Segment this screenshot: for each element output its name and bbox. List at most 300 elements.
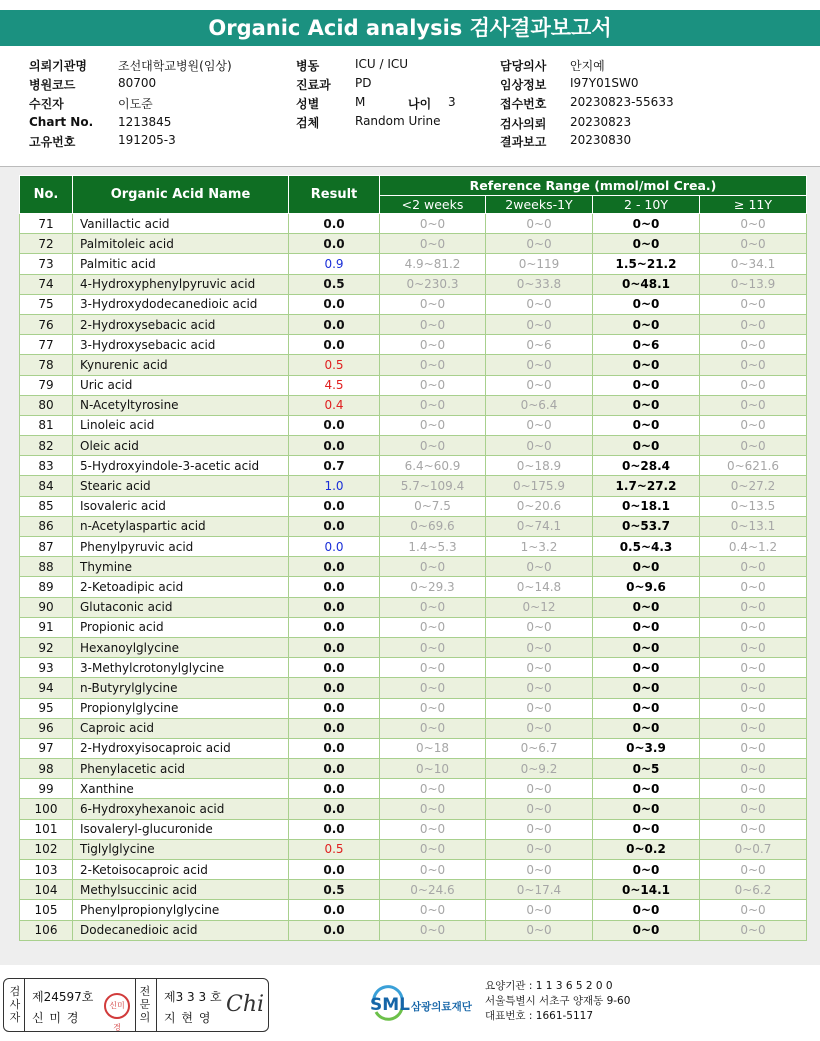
ref-2weeks-1y: 0~9.2 <box>486 759 593 779</box>
table-row <box>20 496 807 516</box>
ref-2weeks-1y: 0~0 <box>486 860 593 880</box>
result-value: 0.0 <box>289 335 380 355</box>
ref-under-2-weeks: 0~0 <box>380 436 486 456</box>
table-row <box>20 759 807 779</box>
ref-2weeks-1y: 0~33.8 <box>486 274 593 294</box>
ref-2-10y: 0~6 <box>593 335 700 355</box>
table-row <box>20 617 807 637</box>
ref-under-2-weeks: 0~0 <box>380 860 486 880</box>
result-value: 0.0 <box>289 597 380 617</box>
acid-name: Caproic acid <box>73 718 289 738</box>
result-value: 0.0 <box>289 900 380 920</box>
chart-label: Chart No. <box>29 115 94 129</box>
table-row <box>20 678 807 698</box>
table-row <box>20 597 807 617</box>
row-number: 86 <box>20 516 73 536</box>
ref-2weeks-1y: 0~0 <box>486 314 593 334</box>
ref-2-10y: 0~0 <box>593 234 700 254</box>
row-number: 77 <box>20 335 73 355</box>
result-value: 0.0 <box>289 799 380 819</box>
ref-2-10y: 0~18.1 <box>593 496 700 516</box>
patient-info <box>0 52 820 162</box>
row-number: 94 <box>20 678 73 698</box>
ref-2-10y: 0~0 <box>593 799 700 819</box>
ref-2-10y: 0~14.1 <box>593 880 700 900</box>
row-number: 93 <box>20 658 73 678</box>
ref-11y-plus: 0~0 <box>700 557 807 577</box>
ref-under-2-weeks: 0~0 <box>380 900 486 920</box>
acid-name: Glutaconic acid <box>73 597 289 617</box>
row-number: 88 <box>20 557 73 577</box>
ref-2weeks-1y: 0~0 <box>486 214 593 234</box>
table-row <box>20 920 807 940</box>
row-number: 89 <box>20 577 73 597</box>
company-info <box>485 979 630 1024</box>
row-number: 76 <box>20 314 73 334</box>
table-row <box>20 335 807 355</box>
ref-11y-plus: 0~0 <box>700 900 807 920</box>
row-number: 104 <box>20 880 73 900</box>
table-row <box>20 557 807 577</box>
result-value: 0.0 <box>289 860 380 880</box>
ref-2weeks-1y: 0~0 <box>486 617 593 637</box>
ref-11y-plus: 0~13.9 <box>700 274 807 294</box>
ref-under-2-weeks: 0~0 <box>380 839 486 859</box>
table-row <box>20 880 807 900</box>
ref-2weeks-1y: 0~6.4 <box>486 395 593 415</box>
ref-under-2-weeks: 0~0 <box>380 637 486 657</box>
table-row <box>20 395 807 415</box>
tester-label-text: 검사자 <box>9 985 21 1024</box>
unique-label: 고유번호 <box>29 135 76 149</box>
ref-11y-plus: 0~0.7 <box>700 839 807 859</box>
acid-name: Methylsuccinic acid <box>73 880 289 900</box>
ref-under-2-weeks: 0~0 <box>380 355 486 375</box>
ref-2-10y: 0~5 <box>593 759 700 779</box>
ref-2-10y: 0~0 <box>593 698 700 718</box>
result-value: 0.0 <box>289 759 380 779</box>
ref-2-10y: 0~0 <box>593 920 700 940</box>
ward-value: ICU / ICU <box>355 57 409 71</box>
acid-name: Palmitic acid <box>73 254 289 274</box>
ref-2weeks-1y: 0~6 <box>486 335 593 355</box>
row-number: 81 <box>20 415 73 435</box>
ref-2weeks-1y: 0~0 <box>486 819 593 839</box>
table-row <box>20 436 807 456</box>
acid-name: Propionic acid <box>73 617 289 637</box>
result-value: 0.0 <box>289 294 380 314</box>
ref-2weeks-1y: 0~0 <box>486 799 593 819</box>
doctor-value: 안지예 <box>570 59 605 73</box>
dept-label: 진료과 <box>296 78 331 92</box>
ref-under-2-weeks: 0~69.6 <box>380 516 486 536</box>
acid-name: 2-Hydroxyisocaproic acid <box>73 738 289 758</box>
receipt-label: 접수번호 <box>500 97 547 111</box>
row-number: 91 <box>20 617 73 637</box>
specimen-value: Random Urine <box>355 114 441 128</box>
ref-2weeks-1y: 0~0 <box>486 355 593 375</box>
ref-under-2-weeks: 0~0 <box>380 617 486 637</box>
result-value: 0.0 <box>289 658 380 678</box>
row-number: 92 <box>20 637 73 657</box>
ref-2-10y: 1.5~21.2 <box>593 254 700 274</box>
ref-under-2-weeks: 0~0 <box>380 415 486 435</box>
ref-11y-plus: 0~0 <box>700 234 807 254</box>
result-value: 0.5 <box>289 274 380 294</box>
acid-name: n-Acetylaspartic acid <box>73 516 289 536</box>
row-number: 96 <box>20 718 73 738</box>
ref-11y-plus: 0~0 <box>700 678 807 698</box>
tester-label <box>8 985 22 1024</box>
result-value: 0.7 <box>289 456 380 476</box>
header-ref-2weeks-1y: 2weeks-1Y <box>486 195 593 214</box>
result-value: 0.0 <box>289 436 380 456</box>
result-value: 0.0 <box>289 557 380 577</box>
ref-2weeks-1y: 0~17.4 <box>486 880 593 900</box>
table-row <box>20 234 807 254</box>
hospital-label: 의뢰기관명 <box>29 59 87 73</box>
dept-value: PD <box>355 76 372 90</box>
acid-name: 2-Hydroxysebacic acid <box>73 314 289 334</box>
header-ref-2-10y: 2 - 10Y <box>593 195 700 214</box>
ref-2-10y: 0~28.4 <box>593 456 700 476</box>
acid-name: Phenylpropionylglycine <box>73 900 289 920</box>
acid-name: Vanillactic acid <box>73 214 289 234</box>
row-number: 78 <box>20 355 73 375</box>
ref-2-10y: 0~0 <box>593 436 700 456</box>
acid-name: 2-Ketoadipic acid <box>73 577 289 597</box>
ref-2-10y: 0~0 <box>593 637 700 657</box>
table-row <box>20 355 807 375</box>
row-number: 74 <box>20 274 73 294</box>
ref-under-2-weeks: 0~0 <box>380 335 486 355</box>
acid-name: Tiglylglycine <box>73 839 289 859</box>
header-reference-range: Reference Range (mmol/mol Crea.) <box>380 176 807 196</box>
ref-11y-plus: 0~0 <box>700 436 807 456</box>
result-value: 1.0 <box>289 476 380 496</box>
tester-id: 제24597호 <box>32 990 94 1004</box>
result-value: 0.0 <box>289 314 380 334</box>
signature-box <box>3 978 269 1032</box>
ref-under-2-weeks: 0~0 <box>380 234 486 254</box>
table-row <box>20 375 807 395</box>
ref-2-10y: 0~0 <box>593 294 700 314</box>
table-row <box>20 537 807 557</box>
reviewer-id: 제3 3 3 호 <box>164 990 222 1004</box>
acid-name: 3-Methylcrotonylglycine <box>73 658 289 678</box>
ref-2-10y: 0~53.7 <box>593 516 700 536</box>
ref-2weeks-1y: 0~18.9 <box>486 456 593 476</box>
ref-2-10y: 0~0.2 <box>593 839 700 859</box>
ref-2weeks-1y: 0~0 <box>486 658 593 678</box>
ref-2weeks-1y: 0~0 <box>486 637 593 657</box>
table-row <box>20 819 807 839</box>
table-row <box>20 294 807 314</box>
ref-11y-plus: 0~0 <box>700 779 807 799</box>
ref-2weeks-1y: 0~6.7 <box>486 738 593 758</box>
table-row <box>20 698 807 718</box>
acid-name: 4-Hydroxyphenylpyruvic acid <box>73 274 289 294</box>
request-label: 검사의뢰 <box>500 117 547 131</box>
row-number: 105 <box>20 900 73 920</box>
result-value: 0.0 <box>289 516 380 536</box>
ref-11y-plus: 0~0 <box>700 698 807 718</box>
result-value: 4.5 <box>289 375 380 395</box>
report-value: 20230830 <box>570 133 632 147</box>
ref-11y-plus: 0~0 <box>700 718 807 738</box>
ref-2-10y: 0~0 <box>593 860 700 880</box>
row-number: 99 <box>20 779 73 799</box>
row-number: 79 <box>20 375 73 395</box>
result-value: 0.5 <box>289 355 380 375</box>
tester-seal: 신미경 <box>104 993 130 1019</box>
ref-11y-plus: 0~0 <box>700 314 807 334</box>
acid-name: Isovaleryl-glucuronide <box>73 819 289 839</box>
ref-2-10y: 0~0 <box>593 557 700 577</box>
acid-name: Dodecanedioic acid <box>73 920 289 940</box>
ref-11y-plus: 0~0 <box>700 738 807 758</box>
table-row <box>20 718 807 738</box>
ref-under-2-weeks: 0~7.5 <box>380 496 486 516</box>
table-row <box>20 456 807 476</box>
ref-under-2-weeks: 4.9~81.2 <box>380 254 486 274</box>
ref-11y-plus: 0~0 <box>700 658 807 678</box>
row-number: 71 <box>20 214 73 234</box>
ref-2weeks-1y: 0~0 <box>486 678 593 698</box>
ref-under-2-weeks: 0~0 <box>380 214 486 234</box>
result-value: 0.0 <box>289 698 380 718</box>
ref-2-10y: 0~0 <box>593 779 700 799</box>
org-number: 요양기관 : 1 1 3 6 5 2 0 0 <box>485 980 613 992</box>
tester-name: 신 미 경 <box>32 1011 80 1025</box>
table-row <box>20 314 807 334</box>
doctor-label: 담당의사 <box>500 59 547 73</box>
acid-name: 3-Hydroxydodecanedioic acid <box>73 294 289 314</box>
row-number: 90 <box>20 597 73 617</box>
ref-2weeks-1y: 0~0 <box>486 839 593 859</box>
ref-2-10y: 0~0 <box>593 678 700 698</box>
row-number: 85 <box>20 496 73 516</box>
chart-value: 1213845 <box>118 115 172 129</box>
ref-2weeks-1y: 0~175.9 <box>486 476 593 496</box>
acid-name: 5-Hydroxyindole-3-acetic acid <box>73 456 289 476</box>
receipt-value: 20230823-55633 <box>570 95 674 109</box>
ref-2weeks-1y: 0~0 <box>486 698 593 718</box>
ref-11y-plus: 0~0 <box>700 294 807 314</box>
result-value: 0.5 <box>289 880 380 900</box>
acid-name: Palmitoleic acid <box>73 234 289 254</box>
ward-label: 병동 <box>296 59 320 73</box>
ref-under-2-weeks: 0~29.3 <box>380 577 486 597</box>
ref-under-2-weeks: 0~0 <box>380 597 486 617</box>
acid-name: Thymine <box>73 557 289 577</box>
result-value: 0.0 <box>289 718 380 738</box>
row-number: 73 <box>20 254 73 274</box>
ref-under-2-weeks: 0~24.6 <box>380 880 486 900</box>
row-number: 101 <box>20 819 73 839</box>
table-row <box>20 738 807 758</box>
result-value: 0.0 <box>289 637 380 657</box>
ref-2-10y: 0~0 <box>593 819 700 839</box>
ref-11y-plus: 0~0 <box>700 395 807 415</box>
ref-11y-plus: 0~0 <box>700 759 807 779</box>
table-row <box>20 658 807 678</box>
code-value: 80700 <box>118 76 157 90</box>
table-row <box>20 900 807 920</box>
report-label: 결과보고 <box>500 135 547 149</box>
table-row <box>20 799 807 819</box>
header-result: Result <box>289 176 380 214</box>
ref-2-10y: 0~0 <box>593 597 700 617</box>
row-number: 106 <box>20 920 73 940</box>
ref-under-2-weeks: 0~0 <box>380 779 486 799</box>
acid-name: Hexanoylglycine <box>73 637 289 657</box>
age-label: 나이 <box>408 97 432 111</box>
ref-under-2-weeks: 0~0 <box>380 395 486 415</box>
row-number: 83 <box>20 456 73 476</box>
table-row <box>20 637 807 657</box>
row-number: 102 <box>20 839 73 859</box>
acid-name: Isovaleric acid <box>73 496 289 516</box>
acid-name: 2-Ketoisocaproic acid <box>73 860 289 880</box>
acid-name: Uric acid <box>73 375 289 395</box>
table-row <box>20 476 807 496</box>
ref-2weeks-1y: 0~0 <box>486 557 593 577</box>
ref-2-10y: 0~0 <box>593 395 700 415</box>
acid-name: Oleic acid <box>73 436 289 456</box>
ref-11y-plus: 0~0 <box>700 799 807 819</box>
ref-2weeks-1y: 0~74.1 <box>486 516 593 536</box>
ref-2-10y: 0~3.9 <box>593 738 700 758</box>
acid-name: 6-Hydroxyhexanoic acid <box>73 799 289 819</box>
ref-2weeks-1y: 0~0 <box>486 294 593 314</box>
reviewer-label <box>138 985 152 1024</box>
age-value: 3 <box>448 95 456 109</box>
ref-under-2-weeks: 0~0 <box>380 698 486 718</box>
logo-text: SML <box>370 995 410 1015</box>
reviewer-signature: Chi <box>226 992 265 1017</box>
ref-under-2-weeks: 0~0 <box>380 314 486 334</box>
acid-name: Linoleic acid <box>73 415 289 435</box>
row-number: 87 <box>20 537 73 557</box>
row-number: 84 <box>20 476 73 496</box>
code-label: 병원코드 <box>29 78 76 92</box>
ref-2weeks-1y: 0~0 <box>486 779 593 799</box>
ref-11y-plus: 0~0 <box>700 375 807 395</box>
ref-under-2-weeks: 0~10 <box>380 759 486 779</box>
ref-11y-plus: 0~0 <box>700 577 807 597</box>
ref-2weeks-1y: 0~0 <box>486 718 593 738</box>
ref-11y-plus: 0~0 <box>700 920 807 940</box>
header-ref-11y-plus: ≥ 11Y <box>700 195 807 214</box>
ref-2-10y: 0~0 <box>593 718 700 738</box>
sex-value: M <box>355 95 366 109</box>
acid-name: Xanthine <box>73 779 289 799</box>
ref-2weeks-1y: 0~0 <box>486 375 593 395</box>
result-value: 0.0 <box>289 415 380 435</box>
header-no: No. <box>20 176 73 214</box>
result-value: 0.0 <box>289 214 380 234</box>
table-row <box>20 839 807 859</box>
result-value: 0.0 <box>289 738 380 758</box>
logo-subtitle: 삼광의료재단 <box>411 1001 472 1013</box>
patient-label: 수진자 <box>29 97 64 111</box>
ref-under-2-weeks: 5.7~109.4 <box>380 476 486 496</box>
sex-label: 성별 <box>296 97 320 111</box>
ref-11y-plus: 0.4~1.2 <box>700 537 807 557</box>
ref-under-2-weeks: 0~230.3 <box>380 274 486 294</box>
ref-11y-plus: 0~621.6 <box>700 456 807 476</box>
table-row <box>20 779 807 799</box>
table-row <box>20 274 807 294</box>
table-row <box>20 214 807 234</box>
ref-under-2-weeks: 0~18 <box>380 738 486 758</box>
request-value: 20230823 <box>570 115 632 129</box>
ref-11y-plus: 0~13.5 <box>700 496 807 516</box>
row-number: 98 <box>20 759 73 779</box>
table-row <box>20 860 807 880</box>
acid-name: Propionylglycine <box>73 698 289 718</box>
ref-2-10y: 0~0 <box>593 314 700 334</box>
ref-2-10y: 0~9.6 <box>593 577 700 597</box>
ref-under-2-weeks: 6.4~60.9 <box>380 456 486 476</box>
ref-2-10y: 0~0 <box>593 375 700 395</box>
ref-2-10y: 0~0 <box>593 658 700 678</box>
ref-2-10y: 0~0 <box>593 415 700 435</box>
ref-under-2-weeks: 0~0 <box>380 678 486 698</box>
ref-2-10y: 0~0 <box>593 355 700 375</box>
ref-2-10y: 0~48.1 <box>593 274 700 294</box>
ref-11y-plus: 0~27.2 <box>700 476 807 496</box>
results-body <box>20 214 807 941</box>
ref-2weeks-1y: 0~0 <box>486 920 593 940</box>
row-number: 80 <box>20 395 73 415</box>
row-number: 100 <box>20 799 73 819</box>
result-value: 0.9 <box>289 254 380 274</box>
row-number: 82 <box>20 436 73 456</box>
company-address: 서울특별시 서초구 양재동 9-60 <box>485 995 631 1007</box>
ref-11y-plus: 0~0 <box>700 860 807 880</box>
result-value: 0.0 <box>289 920 380 940</box>
ref-under-2-weeks: 0~0 <box>380 658 486 678</box>
results-table <box>19 175 807 941</box>
row-number: 103 <box>20 860 73 880</box>
ref-2weeks-1y: 0~119 <box>486 254 593 274</box>
acid-name: Stearic acid <box>73 476 289 496</box>
result-value: 0.0 <box>289 537 380 557</box>
acid-name: n-Butyrylglycine <box>73 678 289 698</box>
ref-11y-plus: 0~0 <box>700 617 807 637</box>
ref-2-10y: 1.7~27.2 <box>593 476 700 496</box>
ref-11y-plus: 0~0 <box>700 214 807 234</box>
result-value: 0.0 <box>289 496 380 516</box>
clinical-value: I97Y01SW0 <box>570 76 639 90</box>
ref-11y-plus: 0~0 <box>700 335 807 355</box>
row-number: 97 <box>20 738 73 758</box>
table-row <box>20 415 807 435</box>
result-value: 0.0 <box>289 678 380 698</box>
ref-11y-plus: 0~0 <box>700 597 807 617</box>
ref-2-10y: 0~0 <box>593 617 700 637</box>
result-value: 0.0 <box>289 617 380 637</box>
acid-name: Kynurenic acid <box>73 355 289 375</box>
ref-2weeks-1y: 0~0 <box>486 900 593 920</box>
clinical-label: 임상정보 <box>500 78 547 92</box>
hospital-value: 조선대학교병원(임상) <box>118 59 232 73</box>
row-number: 95 <box>20 698 73 718</box>
table-row <box>20 577 807 597</box>
result-value: 0.0 <box>289 234 380 254</box>
